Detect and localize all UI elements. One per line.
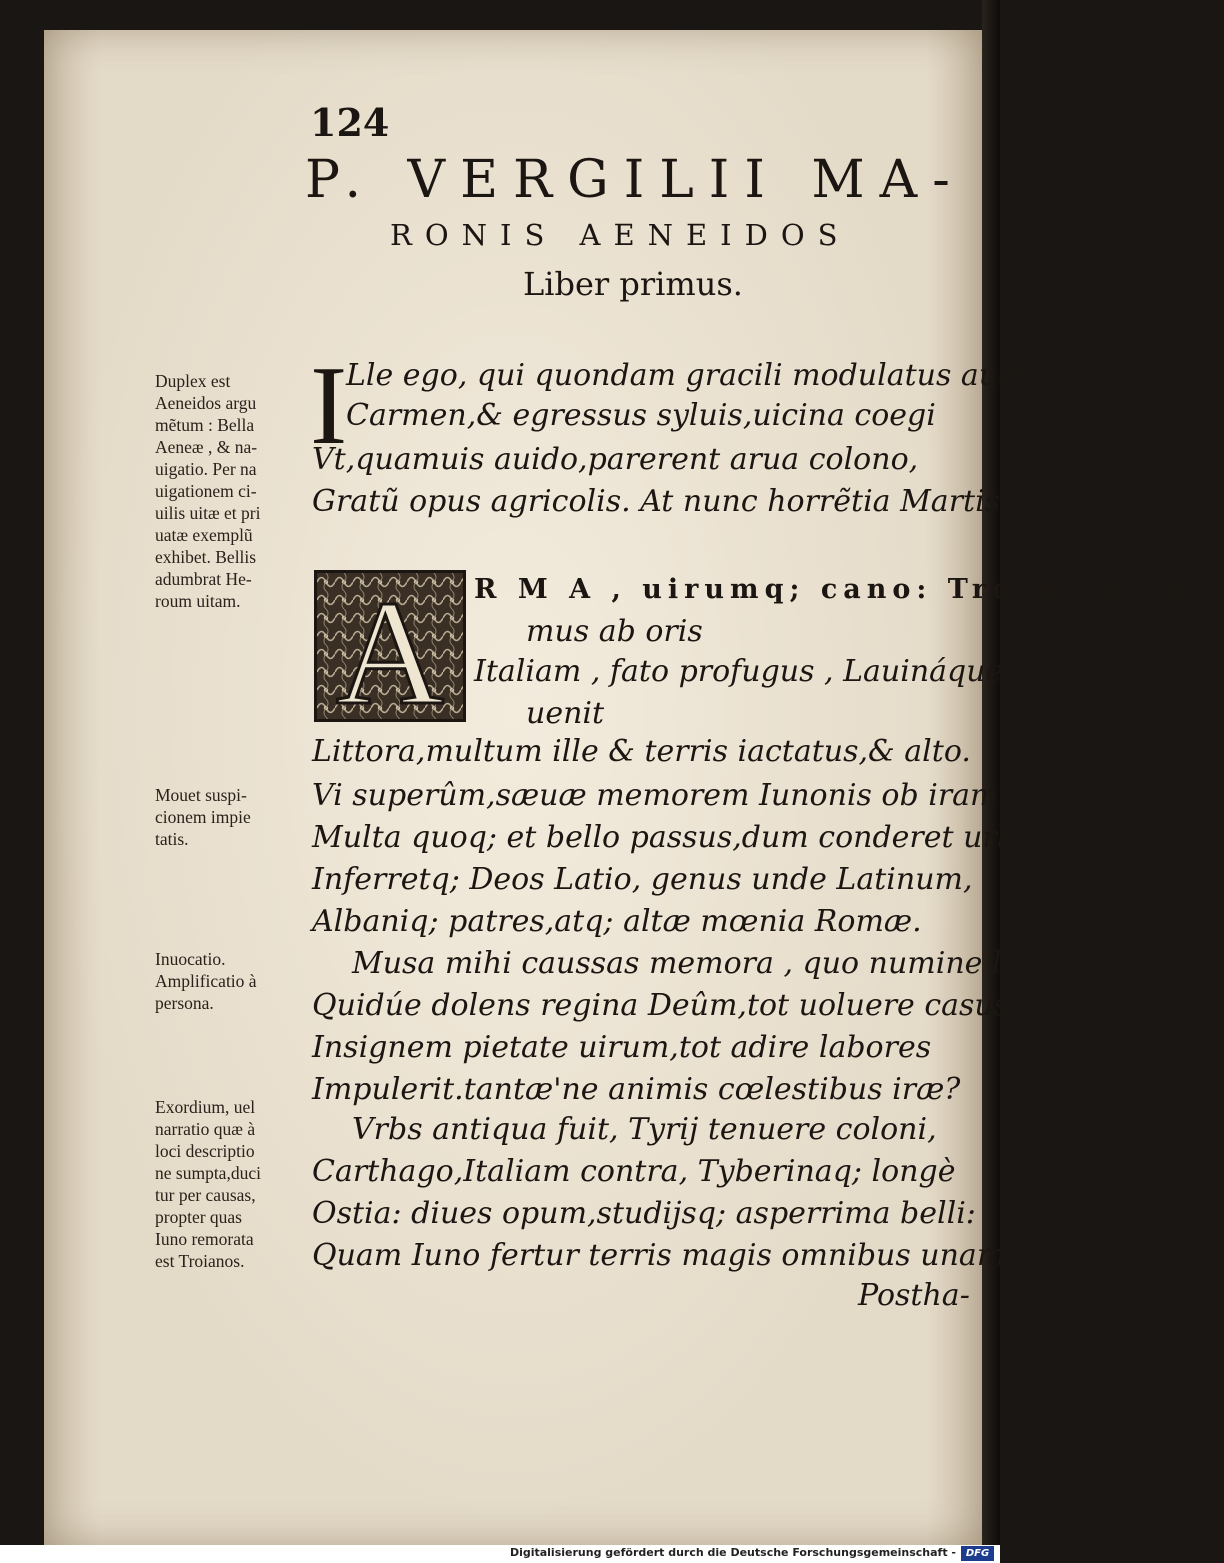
margin-note-line: uigationem ci- (155, 481, 257, 501)
catchword: Postha- (858, 1278, 970, 1313)
page-number: 124 (310, 100, 390, 145)
margin-note-line: Mouet suspi- (155, 785, 247, 805)
margin-note-line: loci descriptio (155, 1141, 255, 1161)
preface-line: Gratũ opus agricolis. At nunc horrẽtia Martis (312, 484, 1001, 519)
preface-line: Carmen,& egressus syluis,uicina coegi (346, 398, 936, 433)
margin-note-line: Amplificatio à (155, 971, 257, 991)
poem-line: Vi superûm,sæuæ memorem Iunonis ob iram. (312, 778, 1009, 813)
poem-line: uenit (526, 696, 605, 731)
margin-note (155, 1096, 305, 1272)
margin-note-line: ne sumpta,duci (155, 1163, 261, 1183)
poem-line: Albaniq; patres,atq; altæ mœnia Romæ. (312, 904, 922, 939)
margin-note-line: uilis uitæ et pri (155, 503, 261, 523)
margin-note-line: tur per causas, (155, 1185, 256, 1205)
drop-cap-i: I (310, 344, 348, 468)
margin-note-line: mẽtum : Bella (155, 415, 255, 435)
margin-note-line: uatæ exemplũ (155, 525, 253, 545)
title-line-1: P. VERGILII MA- (305, 150, 965, 210)
poem-line: Vrbs antiqua fuit, Tyrij tenuere coloni, (352, 1112, 937, 1147)
poem-line: Insignem pietate uirum,tot adire labores (312, 1030, 932, 1065)
margin-note-line: exhibet. Bellis (155, 547, 257, 567)
margin-note-line: Duplex est (155, 371, 231, 391)
margin-note-line: roum uitam. (155, 591, 241, 611)
margin-note-line: narratio quæ à (155, 1119, 256, 1139)
margin-note-line: est Troianos. (155, 1251, 245, 1271)
ornament-pattern (317, 570, 463, 736)
poem-line: Quidúe dolens regina Deûm,tot uoluere casus (312, 988, 1010, 1023)
funding-notice: Digitalisierung gefördert durch die Deutsche Forschungsgemeinschaft - (509, 1546, 956, 1559)
margin-note-line: cionem impie (155, 807, 251, 827)
margin-note-line: Inuocatio. (155, 949, 226, 969)
initial-letter: A (335, 570, 445, 736)
poem-line: R M A , uirumq; cano: Troiæ qui pri (474, 574, 1224, 605)
poem-line: Italiam , fato profugus , Lauináque (474, 654, 1004, 689)
margin-note-line: Exordium, uel (155, 1097, 256, 1117)
poem-line: Inferretq; Deos Latio, genus unde Latinum, (312, 862, 973, 897)
poem-line: mus ab oris (526, 614, 703, 649)
title-line-3: Liber primus. (523, 265, 743, 303)
preface-line: Lle ego, qui quondam gracili modulatus auena (346, 358, 1054, 393)
margin-note-line: persona. (155, 993, 214, 1013)
poem-line: Impulerit.tantæ'ne animis cœlestibus iræ? (312, 1072, 961, 1107)
title-line-2: RONIS AENEIDOS (390, 218, 851, 252)
poem-line: Carthago,Italiam contra, Tyberinaq; longè (312, 1154, 956, 1189)
margin-note-line: Aeneæ , & na- (155, 437, 258, 457)
poem-line: Quam Iuno fertur terris magis omnibus unam (312, 1238, 1006, 1273)
poem-line: Musa mihi caussas memora , quo numine læso, (352, 946, 1073, 981)
poem-line: Ostia: diues opum,studijsq; asperrima belli: (312, 1196, 976, 1231)
poem-line: Littora,multum ille & terris iactatus,& alto. (312, 734, 971, 769)
margin-note-line: tatis. (155, 829, 189, 849)
margin-note (155, 370, 305, 612)
footer-bar (0, 1545, 1000, 1563)
margin-note-line: propter quas (155, 1207, 242, 1227)
margin-note (155, 948, 305, 1014)
margin-note-line: adumbrat He- (155, 569, 252, 589)
preface-line: Vt,quamuis auido,parerent arua colono, (312, 442, 919, 477)
margin-note-line: Iuno remorata (155, 1229, 254, 1249)
margin-note-line: uigatio. Per na (155, 459, 257, 479)
dfg-logo[interactable]: DFG (961, 1546, 994, 1561)
margin-note (155, 784, 305, 850)
decorated-initial-a (314, 570, 466, 736)
poem-line: Multa quoq; et bello passus,dum conderet urbem, (312, 820, 1072, 855)
margin-note-line: Aeneidos argu (155, 393, 257, 413)
